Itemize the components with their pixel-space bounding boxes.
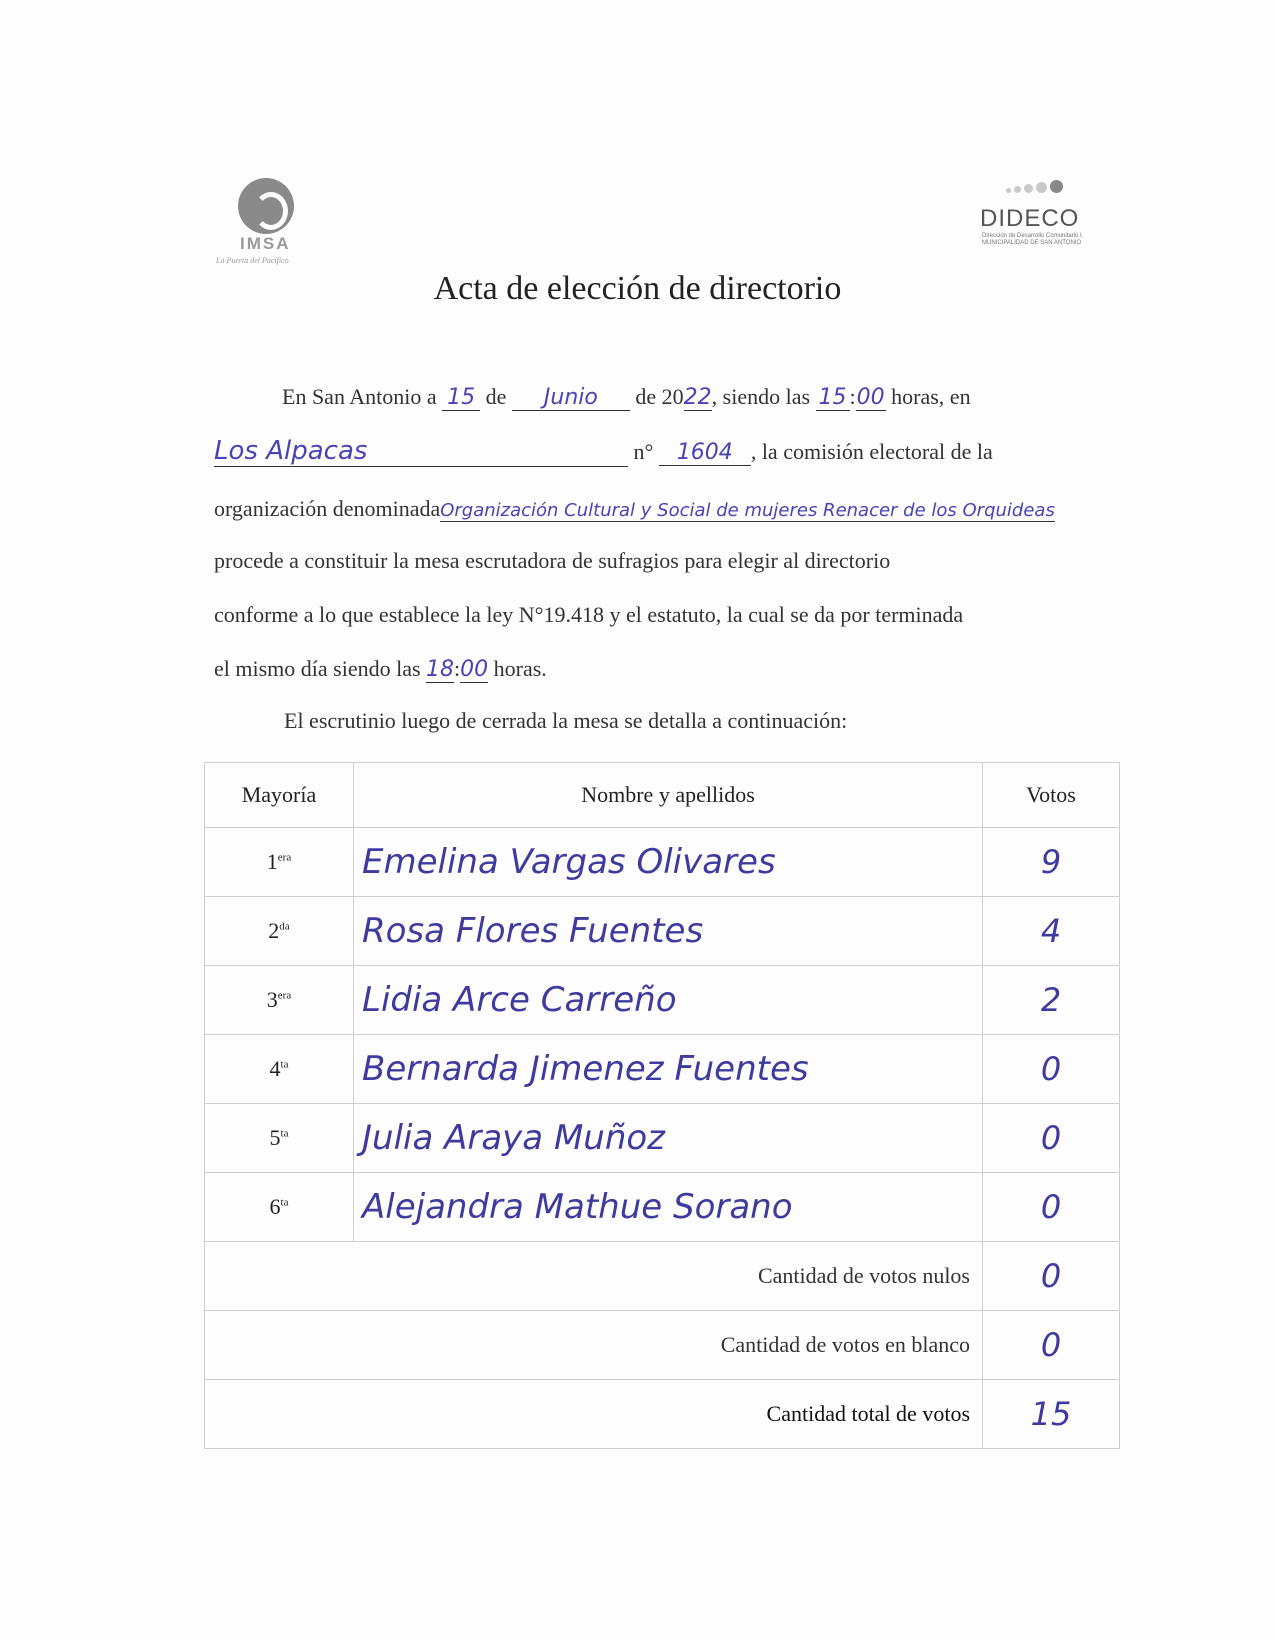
candidate-name: Julia Araya Muñoz xyxy=(354,1104,983,1173)
page-title: Acta de elección de directorio xyxy=(433,270,842,307)
rank-cell xyxy=(205,1173,354,1242)
text-commission: , la comisión electoral de la xyxy=(750,439,993,464)
total-votes-label: Cantidad total de votos xyxy=(205,1380,983,1449)
rank-cell xyxy=(205,1104,354,1173)
null-votes-value: 0 xyxy=(983,1242,1120,1311)
imsa-logo xyxy=(208,170,328,270)
imsa-emblem-icon xyxy=(238,178,294,234)
rank-cell xyxy=(205,966,354,1035)
end-hour-field: 18 xyxy=(426,657,455,682)
paragraph-line-5: conforme a lo que establece la ley N°19.418 y el estatuto, la cual se da por terminada xyxy=(214,602,964,627)
table-row xyxy=(205,966,1120,1035)
candidate-name: Lidia Arce Carreño xyxy=(354,966,983,1035)
header-name: Nombre y apellidos xyxy=(354,763,983,828)
candidate-votes: 9 xyxy=(983,828,1120,897)
rank-suffix: da xyxy=(279,920,290,933)
year-field: 22 xyxy=(683,385,712,410)
start-hour-field: 15 xyxy=(816,385,850,411)
paragraph-line-4: procede a constituir la mesa escrutadora de sufragios para elegir al directorio xyxy=(214,548,891,573)
dideco-dots-icon xyxy=(1006,175,1086,195)
text-year-prefix: de 20 xyxy=(635,384,684,409)
rank-number: 3 xyxy=(266,987,278,1012)
table-row xyxy=(205,897,1120,966)
month-field: Junio xyxy=(512,385,630,411)
total-votes-row xyxy=(205,1380,1120,1449)
paragraph-line-3 xyxy=(214,496,1055,522)
candidate-name: Alejandra Mathue Sorano xyxy=(354,1173,983,1242)
rank-number: 6 xyxy=(269,1194,281,1219)
table-row xyxy=(205,1035,1120,1104)
rank-suffix: era xyxy=(277,989,292,1002)
organization-field: Organización Cultural y Social de mujeres Renacer de los Orquideas xyxy=(440,500,1055,521)
candidate-votes: 2 xyxy=(983,966,1120,1035)
table-row xyxy=(205,1173,1120,1242)
text-end-suffix: horas. xyxy=(493,656,547,681)
null-votes-label: Cantidad de votos nulos xyxy=(205,1242,983,1311)
blank-votes-row xyxy=(205,1311,1120,1380)
candidate-name: Bernarda Jimenez Fuentes xyxy=(354,1035,983,1104)
text-prefix: En San Antonio a xyxy=(282,384,437,409)
candidate-name: Rosa Flores Fuentes xyxy=(354,897,983,966)
imsa-logo-tagline: La Puerta del Pacífico xyxy=(216,256,289,265)
number-field: 1604 xyxy=(659,440,751,466)
rank-cell xyxy=(205,897,354,966)
rank-cell xyxy=(205,828,354,897)
text-org-prefix: organización denominada xyxy=(214,496,441,521)
end-min-field: 00 xyxy=(460,657,489,682)
start-min-field: 00 xyxy=(856,385,885,410)
paragraph-line-2 xyxy=(214,436,993,467)
dideco-logo-name: DIDECO xyxy=(980,205,1080,232)
street-field: Los Alpacas xyxy=(214,436,628,467)
table-row xyxy=(205,1104,1120,1173)
day-field: 15 xyxy=(442,385,480,411)
paragraph-line-6: el mismo día siendo las 18:00 horas. xyxy=(214,656,547,682)
rank-number: 1 xyxy=(266,849,278,874)
votes-table xyxy=(204,762,1120,1449)
header-rank: Mayoría xyxy=(205,763,354,828)
candidate-votes: 0 xyxy=(983,1035,1120,1104)
table-row xyxy=(205,828,1120,897)
candidate-votes: 4 xyxy=(983,897,1120,966)
header-votes: Votos xyxy=(983,763,1120,828)
table-header-row xyxy=(205,763,1120,828)
null-votes-row xyxy=(205,1242,1120,1311)
rank-suffix: ta xyxy=(280,1127,289,1140)
rank-suffix: ta xyxy=(280,1196,289,1209)
text-end-prefix: el mismo día siendo las xyxy=(214,656,421,681)
blank-votes-value: 0 xyxy=(983,1311,1120,1380)
text-horas-en: horas, en xyxy=(891,384,971,409)
rank-cell xyxy=(205,1035,354,1104)
imsa-logo-name: IMSA xyxy=(240,234,291,253)
dideco-logo xyxy=(978,175,1098,255)
text-num: n° xyxy=(633,439,654,464)
text-siendo: , siendo las xyxy=(711,384,811,409)
dideco-logo-subtitle: Dirección de Desarrollo Comunitario I. MUNICIPALIDAD DE SAN ANTONIO xyxy=(982,233,1084,246)
rank-number: 2 xyxy=(268,918,280,943)
candidate-votes: 0 xyxy=(983,1173,1120,1242)
rank-number: 4 xyxy=(269,1056,281,1081)
candidate-votes: 0 xyxy=(983,1104,1120,1173)
paragraph-line-7: El escrutinio luego de cerrada la mesa se detalla a continuación: xyxy=(284,708,848,733)
total-votes-value: 15 xyxy=(983,1380,1120,1449)
rank-suffix: era xyxy=(277,851,292,864)
blank-votes-label: Cantidad de votos en blanco xyxy=(205,1311,983,1380)
rank-suffix: ta xyxy=(280,1058,289,1071)
paragraph-line-1: En San Antonio a 15 de Junio de 2022, siendo las 15 :00 horas, en xyxy=(282,384,971,410)
rank-number: 5 xyxy=(269,1125,281,1150)
candidate-name: Emelina Vargas Olivares xyxy=(354,828,983,897)
text-de: de xyxy=(485,384,507,409)
